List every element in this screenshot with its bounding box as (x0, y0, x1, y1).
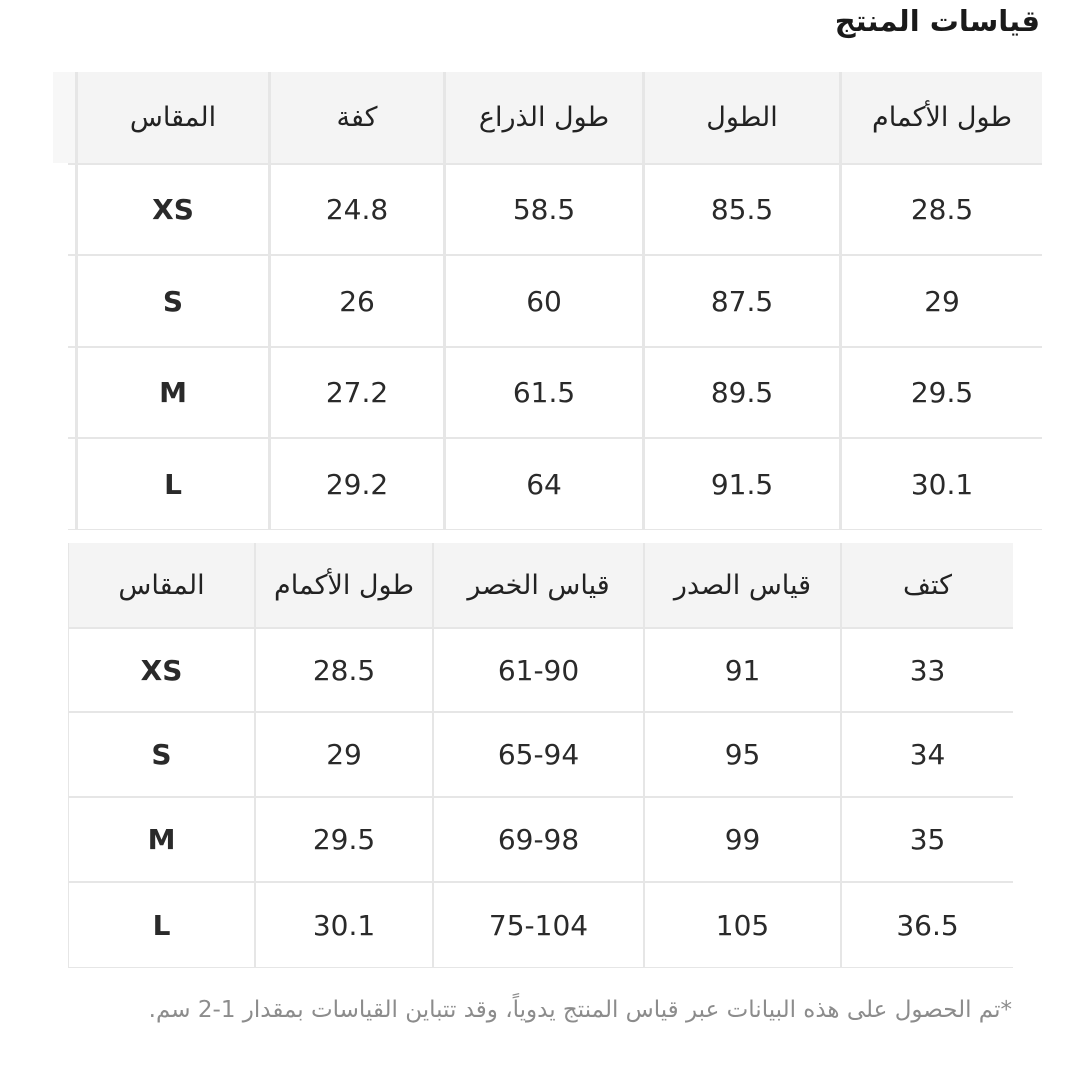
table-cell: 27.2 (271, 348, 443, 437)
table-edge-filler (53, 165, 75, 254)
table-cell: 30.1 (256, 883, 432, 967)
table-cell: 65-94 (434, 713, 643, 796)
table-cell: 75-104 (434, 883, 643, 967)
table-edge-filler (53, 72, 75, 163)
column-header-length: الطول (645, 72, 839, 163)
table-cell: 89.5 (645, 348, 839, 437)
size-label-cell: L (69, 883, 254, 967)
table-cell: 29 (842, 256, 1042, 346)
table-cell: 87.5 (645, 256, 839, 346)
column-header-cuff: كفة (271, 72, 443, 163)
size-label-cell: S (78, 256, 268, 346)
column-header-shoulder: كتف (842, 543, 1013, 627)
column-header-size: المقاس (78, 72, 268, 163)
table-cell: 36.5 (842, 883, 1013, 967)
table-cell: 29 (256, 713, 432, 796)
size-chart-table-2 (68, 543, 1013, 968)
size-label-cell: M (69, 798, 254, 881)
table-cell: 24.8 (271, 165, 443, 254)
table-cell: 29.2 (271, 439, 443, 529)
column-header-arm-length: طول الذراع (446, 72, 642, 163)
table-cell: 26 (271, 256, 443, 346)
table-cell: 91.5 (645, 439, 839, 529)
table-cell: 61.5 (446, 348, 642, 437)
size-label-cell: L (78, 439, 268, 529)
table-edge-filler (53, 439, 75, 529)
table-cell: 69-98 (434, 798, 643, 881)
table-cell: 105 (645, 883, 840, 967)
table-cell: 29.5 (842, 348, 1042, 437)
table-cell: 29.5 (256, 798, 432, 881)
column-header-sleeve-length: طول الأكمام (256, 543, 432, 627)
table-cell: 61-90 (434, 629, 643, 711)
table-cell: 28.5 (842, 165, 1042, 254)
table-edge-filler (53, 348, 75, 437)
table-cell: 30.1 (842, 439, 1042, 529)
size-label-cell: S (69, 713, 254, 796)
column-header-size: المقاس (69, 543, 254, 627)
size-label-cell: M (78, 348, 268, 437)
table-cell: 91 (645, 629, 840, 711)
page-title: قياسات المنتج (834, 4, 1040, 38)
table-cell: 34 (842, 713, 1013, 796)
table-cell: 95 (645, 713, 840, 796)
table-cell: 64 (446, 439, 642, 529)
measurement-disclaimer: *تم الحصول على هذه البيانات عبر قياس المنتج يدوياً، وقد تتباين القياسات بمقدار 1-2 سم. (148, 997, 1012, 1023)
table-cell: 35 (842, 798, 1013, 881)
table-cell: 33 (842, 629, 1013, 711)
size-chart-table-1 (68, 72, 1042, 530)
size-label-cell: XS (69, 629, 254, 711)
table-edge-filler (53, 256, 75, 346)
table-cell: 60 (446, 256, 642, 346)
table-cell: 28.5 (256, 629, 432, 711)
column-header-chest: قياس الصدر (645, 543, 840, 627)
column-header-waist: قياس الخصر (434, 543, 643, 627)
table-cell: 58.5 (446, 165, 642, 254)
size-label-cell: XS (78, 165, 268, 254)
column-header-sleeve-length: طول الأكمام (842, 72, 1042, 163)
table-cell: 85.5 (645, 165, 839, 254)
table-cell: 99 (645, 798, 840, 881)
